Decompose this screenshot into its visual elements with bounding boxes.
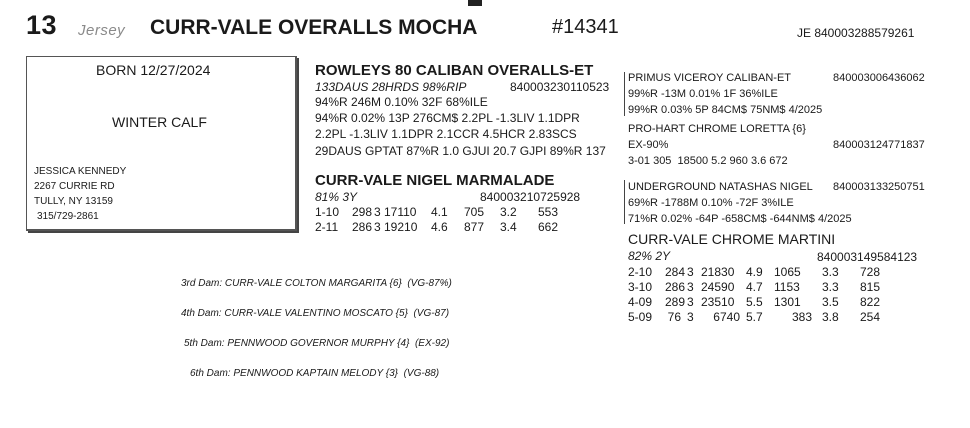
record-cell: 3.4 bbox=[500, 220, 517, 234]
record-cell: 24590 bbox=[701, 280, 735, 294]
record-cell: 5.5 bbox=[746, 295, 763, 309]
record-cell: 4.1 bbox=[431, 205, 448, 219]
record-cell: 3 bbox=[687, 310, 694, 324]
record-cell: 383 bbox=[791, 310, 812, 324]
owner-address: 2267 CURRIE RD bbox=[34, 181, 115, 192]
record-cell: 3.5 bbox=[822, 295, 839, 309]
record-cell: 3.3 bbox=[822, 265, 839, 279]
sire-registration: 840003230110523 bbox=[510, 80, 610, 94]
record-cell: 3 bbox=[374, 220, 381, 234]
dam-sub: 81% 3Y bbox=[315, 190, 358, 204]
sixth-dam: 6th Dam: PENNWOOD KAPTAIN MELODY {3} (VG-88) bbox=[190, 368, 440, 379]
record-cell: 822 bbox=[860, 295, 881, 309]
record-cell: 705 bbox=[464, 205, 485, 219]
owner-phone: 315/729-2861 bbox=[37, 211, 99, 222]
record-cell: 2-11 bbox=[315, 220, 339, 234]
registration-number: JE 840003288579261 bbox=[797, 26, 915, 40]
record-cell: 284 bbox=[665, 265, 686, 279]
record-cell: 21830 bbox=[701, 265, 735, 279]
record-cell: 3-10 bbox=[628, 280, 653, 294]
maternal-grandsire-registration: 840003133250751 bbox=[833, 181, 925, 193]
record-cell: 5-09 bbox=[628, 310, 653, 324]
record-cell: 3.3 bbox=[822, 280, 839, 294]
record-cell: 23510 bbox=[701, 295, 735, 309]
fifth-dam: 5th Dam: PENNWOOD GOVERNOR MURPHY {4} (EX-92) bbox=[184, 338, 450, 349]
sire-name: ROWLEYS 80 CALIBAN OVERALLS-ET bbox=[315, 62, 594, 79]
record-cell: 2-10 bbox=[628, 265, 653, 279]
page-top-marker bbox=[468, 0, 482, 6]
record-cell: 877 bbox=[464, 220, 485, 234]
table-row bbox=[315, 220, 558, 235]
paternal-granddam-name: PRO-HART CHROME LORETTA {6} bbox=[628, 123, 806, 135]
record-cell: 1065 bbox=[774, 265, 801, 279]
calf-category: WINTER CALF bbox=[112, 114, 207, 130]
paternal-grandsire-line: 99%R -13M 0.01% 1F 36%ILE bbox=[628, 88, 778, 100]
sire-daughters: 133DAUS 28HRDS 98%RIP bbox=[315, 80, 467, 94]
record-cell: 3 bbox=[687, 280, 694, 294]
catalog-number: #14341 bbox=[552, 16, 619, 38]
record-cell: 298 bbox=[352, 205, 373, 219]
dam-name: CURR-VALE NIGEL MARMALADE bbox=[315, 172, 555, 189]
record-cell: 728 bbox=[860, 265, 881, 279]
maternal-grandsire-line: 71%R 0.02% -64P -658CM$ -644NM$ 4/2025 bbox=[628, 213, 852, 225]
lot-number: 13 bbox=[26, 10, 58, 40]
record-cell: 3 bbox=[374, 205, 381, 219]
paternal-granddam-registration: 840003124771837 bbox=[833, 139, 925, 151]
record-cell: 6740 bbox=[713, 310, 740, 324]
record-cell: 286 bbox=[665, 280, 686, 294]
record-cell: 3.2 bbox=[500, 205, 517, 219]
maternal-granddam-name: CURR-VALE CHROME MARTINI bbox=[628, 231, 836, 247]
record-cell: 76 bbox=[667, 310, 681, 324]
record-cell: 1153 bbox=[774, 280, 800, 294]
sire-line: 94%R 246M 0.10% 32F 68%ILE bbox=[315, 95, 488, 109]
owner-name: JESSICA KENNEDY bbox=[34, 166, 127, 177]
maternal-bracket bbox=[624, 180, 627, 224]
dam-records-table bbox=[315, 205, 558, 235]
record-cell: 17110 bbox=[384, 205, 417, 219]
record-cell: 286 bbox=[352, 220, 373, 234]
paternal-grandsire-line: 99%R 0.03% 5P 84CM$ 75NM$ 4/2025 bbox=[628, 104, 823, 116]
record-cell: 3.8 bbox=[822, 310, 839, 324]
record-cell: 289 bbox=[665, 295, 686, 309]
record-cell: 4-09 bbox=[628, 295, 653, 309]
breed-label: Jersey bbox=[78, 22, 126, 39]
record-cell: 4.7 bbox=[746, 280, 763, 294]
sire-line: 94%R 0.02% 13P 276CM$ 2.2PL -1.3LIV 1.1DPR bbox=[315, 111, 580, 125]
table-row bbox=[628, 280, 880, 295]
sire-line: 29DAUS GPTAT 87%R 1.0 GJUI 20.7 GJPI 89%R 137 bbox=[315, 144, 606, 158]
record-cell: 815 bbox=[860, 280, 881, 294]
record-cell: 254 bbox=[860, 310, 881, 324]
table-row bbox=[315, 205, 558, 220]
record-cell: 662 bbox=[538, 220, 559, 234]
record-cell: 553 bbox=[538, 205, 559, 219]
paternal-bracket bbox=[624, 72, 627, 116]
record-cell: 4.6 bbox=[431, 220, 448, 234]
birth-date: BORN 12/27/2024 bbox=[96, 62, 211, 78]
dam-registration: 840003210725928 bbox=[480, 190, 581, 204]
record-cell: 19210 bbox=[384, 220, 418, 234]
table-row bbox=[628, 295, 880, 310]
maternal-grandsire-line: 69%R -1788M 0.10% -72F 3%ILE bbox=[628, 197, 794, 209]
table-row bbox=[628, 310, 880, 325]
maternal-granddam-registration: 840003149584123 bbox=[817, 250, 918, 264]
paternal-grandsire-name: PRIMUS VICEROY CALIBAN-ET bbox=[628, 72, 791, 84]
paternal-grandsire-registration: 840003006436062 bbox=[833, 72, 925, 84]
paternal-granddam-class: EX-90% bbox=[628, 139, 669, 151]
animal-name: CURR-VALE OVERALLS MOCHA bbox=[150, 16, 478, 39]
sire-line: 2.2PL -1.3LIV 1.1DPR 2.1CCR 4.5HCR 2.83SCS bbox=[315, 127, 577, 141]
record-cell: 1-10 bbox=[315, 205, 340, 219]
maternal-granddam-sub: 82% 2Y bbox=[628, 249, 671, 263]
maternal-grandsire-name: UNDERGROUND NATASHAS NIGEL bbox=[628, 181, 813, 193]
record-cell: 5.7 bbox=[746, 310, 763, 324]
fourth-dam: 4th Dam: CURR-VALE VALENTINO MOSCATO {5} (VG-87) bbox=[181, 308, 450, 319]
maternal-granddam-records-table bbox=[628, 265, 880, 325]
record-cell: 3 bbox=[687, 295, 694, 309]
paternal-granddam-record: 3-01 305 18500 5.2 960 3.6 672 bbox=[628, 155, 788, 167]
record-cell: 3 bbox=[687, 265, 694, 279]
record-cell: 4.9 bbox=[746, 265, 763, 279]
owner-city: TULLY, NY 13159 bbox=[34, 196, 113, 207]
table-row bbox=[628, 265, 880, 280]
third-dam: 3rd Dam: CURR-VALE COLTON MARGARITA {6} (VG-87%) bbox=[181, 278, 452, 289]
record-cell: 1301 bbox=[774, 295, 801, 309]
